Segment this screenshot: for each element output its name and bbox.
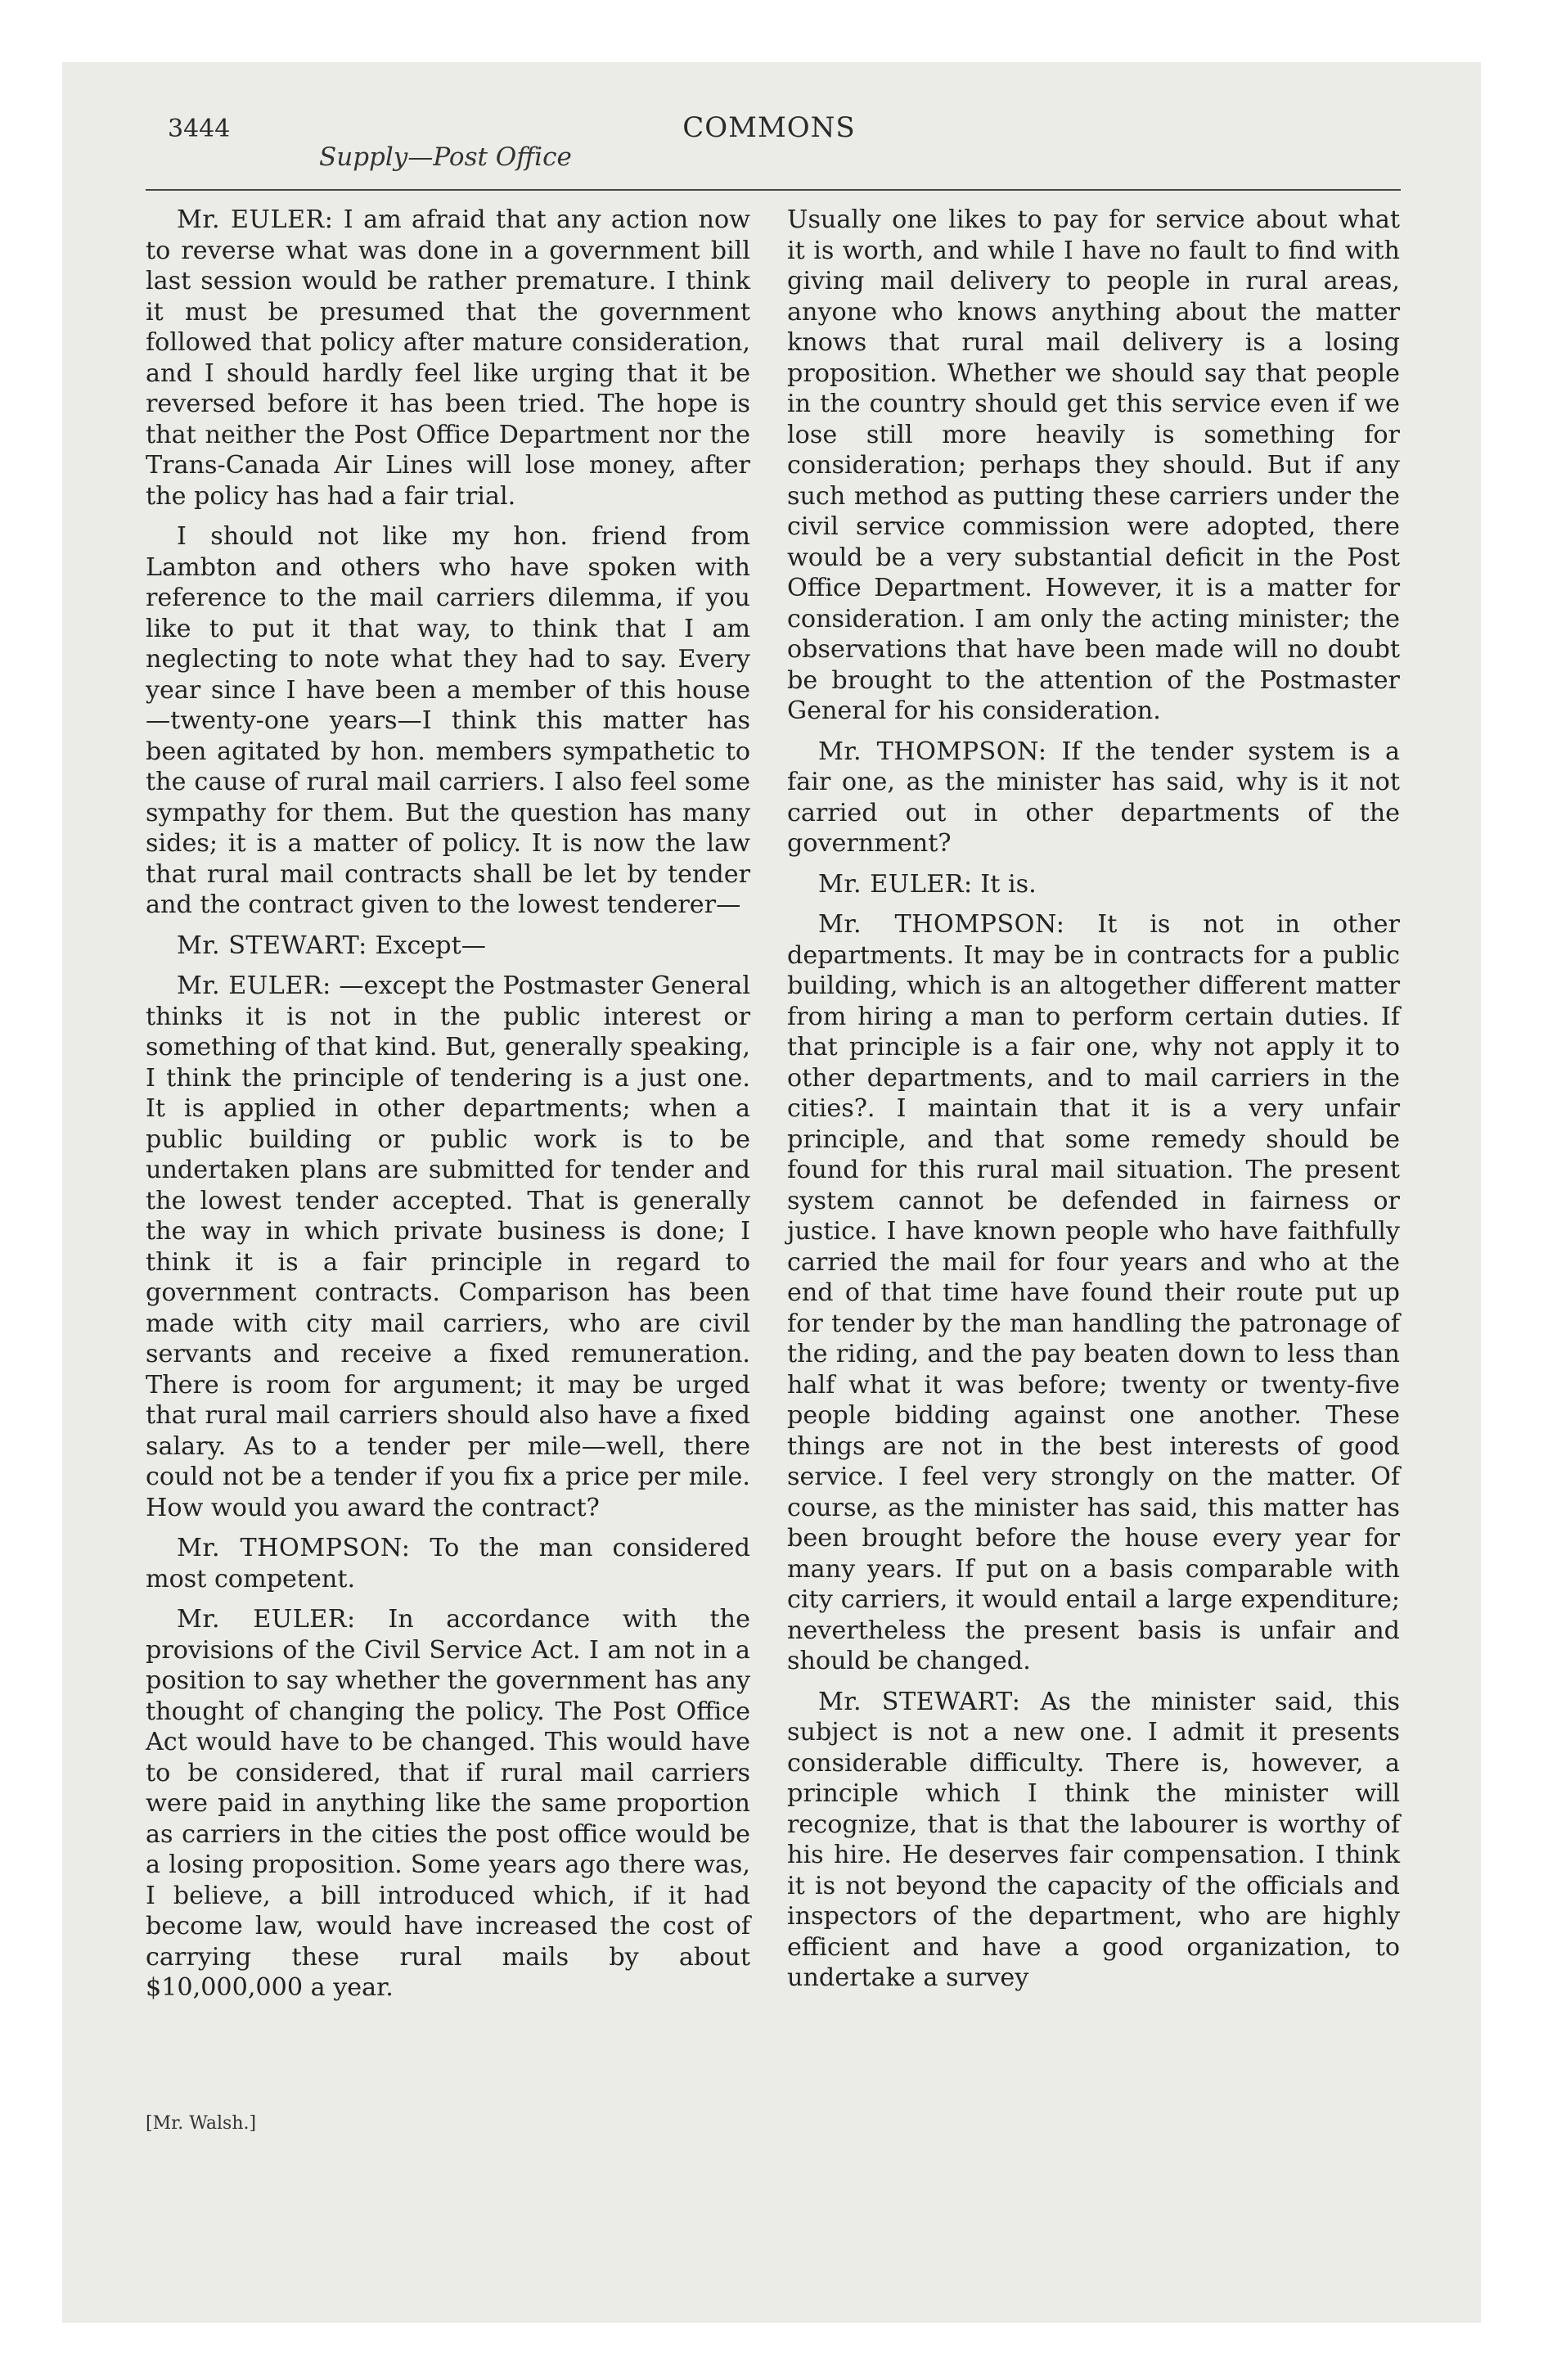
speaker-name: Mr. EULER: <box>177 971 331 1000</box>
left-column <box>146 205 750 2013</box>
paragraph-text: I should not like my hon. friend from Lambton and others who have spoken with reference to the mail carriers dilemma, if you like to put it that way, to think that I am neglecting to note what they had to say. Every year since I have been a member of this house—twenty-one years—I think this matter has been agitated by hon. members sympathetic to the cause of rural mail carriers. I also feel some sympathy for them. But the question has many sides; it is a matter of policy. It is now the law that rural mail contracts shall be let by tender and the contract given to the lowest tenderer— <box>146 522 750 919</box>
speaker-name: Mr. EULER: <box>177 1605 356 1634</box>
paragraph-text: Except— <box>375 931 486 960</box>
right-column <box>787 205 1400 2004</box>
paragraph <box>146 931 750 962</box>
paragraph <box>146 205 750 512</box>
paragraph-text: As the minister said, this subject is not a new one. I admit it presents considerable difficulty. There is, however, a principle which I think the minister will recognize, that is that the labourer is worthy of his hire. He deserves fair compensation. I think it is not beyond the capacity of the officials and inspectors of the department, who are highly efficient and have a good organization, to undertake a survey <box>787 1687 1400 1992</box>
journal-title: COMMONS <box>682 111 856 144</box>
speaker-name: Mr. THOMPSON: <box>818 910 1065 939</box>
paragraph <box>146 521 750 921</box>
speaker-name: Mr. THOMPSON: <box>818 737 1047 766</box>
paragraph-text: If the tender system is a fair one, as the minister has said, why is it not carried out in other departments of the government? <box>787 737 1400 858</box>
footer-reference: [Mr. Walsh.] <box>146 2113 257 2134</box>
paragraph <box>787 909 1400 1677</box>
speaker-name: Mr. EULER: <box>177 205 334 234</box>
paragraph <box>787 869 1400 900</box>
paragraph-text: —except the Postmaster General thinks it is not in the public interest or something of that kind. But, generally speaking, I think the principle of tendering is a just one. It is applied in other departments; when a public building or public work is to be undertaken plans are submitted for tender and the lowest tender accepted. That is generally the way in which private business is done; I think it is a fair principle in regard to government contracts. Comparison has been made with city mail carriers, who are civil servants and receive a fixed remuneration. There is room for argument; it may be urged that rural mail carriers should also have a fixed salary. As to a tender per mile—well, there could not be a tender if you fix a price per mile. How would you award the contract? <box>146 971 750 1522</box>
section-title: Supply—Post Office <box>319 142 572 172</box>
paragraph <box>146 1604 750 2004</box>
paragraph-text: To the man considered most competent. <box>146 1534 750 1593</box>
paragraph <box>787 205 1400 727</box>
speaker-name: Mr. THOMPSON: <box>177 1534 411 1562</box>
speaker-name: Mr. STEWART: <box>818 1687 1021 1716</box>
page-number: 3444 <box>168 115 231 143</box>
speaker-name: Mr. EULER: <box>818 869 973 899</box>
paragraph <box>146 1533 750 1594</box>
paragraph-text: Usually one likes to pay for service about what it is worth, and while I have no fault to find with giving mail delivery to people in rural areas, anyone who knows anything about the matter knows that rural mail delivery is a losing proposition. Whether we should say that people in the country should get this service even if we lose still more heavily is something for consideration; perhaps they should. But if any such method as putting these carriers under the civil service commission were adopted, there would be a very substantial deficit in the Post Office Department. However, it is a matter for consideration. I am only the acting minister; the observations that have been made will no doubt be brought to the attention of the Postmaster General for his consideration. <box>787 205 1400 725</box>
speaker-name: Mr. STEWART: <box>177 931 367 960</box>
paragraph-text: In accordance with the provisions of the Civil Service Act. I am not in a position to say whether the government has any thought of changing the policy. The Post Office Act would have to be changed. This would have to be considered, that if rural mail carriers were paid in anything like the same proportion as carriers in the cities the post office would be a losing proposition. Some years ago there was, I believe, a bill introduced which, if it had become law, would have increased the cost of carrying these rural mails by about $10,000,000 a year. <box>146 1605 750 2002</box>
paragraph <box>787 1687 1400 1994</box>
paragraph-text: I am afraid that any action now to reverse what was done in a government bill last session would be rather premature. I think it must be presumed that the government followed that policy after mature consideration, and I should hardly feel like urging that it be reversed before it has been tried. The hope is that neither the Post Office Department nor the Trans-Canada Air Lines will lose money, after the policy has had a fair trial. <box>146 205 750 511</box>
paragraph <box>146 971 750 1523</box>
paragraph-text: It is not in other departments. It may be in contracts for a public building, which is an altogether different matter from hiring a man to perform certain duties. If that principle is a fair one, why not apply it to other departments, and to mail carriers in the cities?. I maintain that it is a very unfair principle, and that some remedy should be found for this rural mail situation. The present system cannot be defended in fairness or justice. I have known people who have faithfully carried the mail for four years and who at the end of that time have found their route put up for tender by the man handling the patronage of the riding, and the pay beaten down to less than half what it was before; twenty or twenty-five people bidding against one another. These things are not in the best interests of good service. I feel very strongly on the matter. Of course, as the minister has said, this matter has been brought before the house every year for many years. If put on a basis comparable with city carriers, it would entail a large expenditure; nevertheless the present basis is unfair and should be changed. <box>787 910 1400 1675</box>
paragraph <box>787 737 1400 859</box>
paragraph-text: It is. <box>980 869 1037 899</box>
header-rule <box>146 189 1401 191</box>
